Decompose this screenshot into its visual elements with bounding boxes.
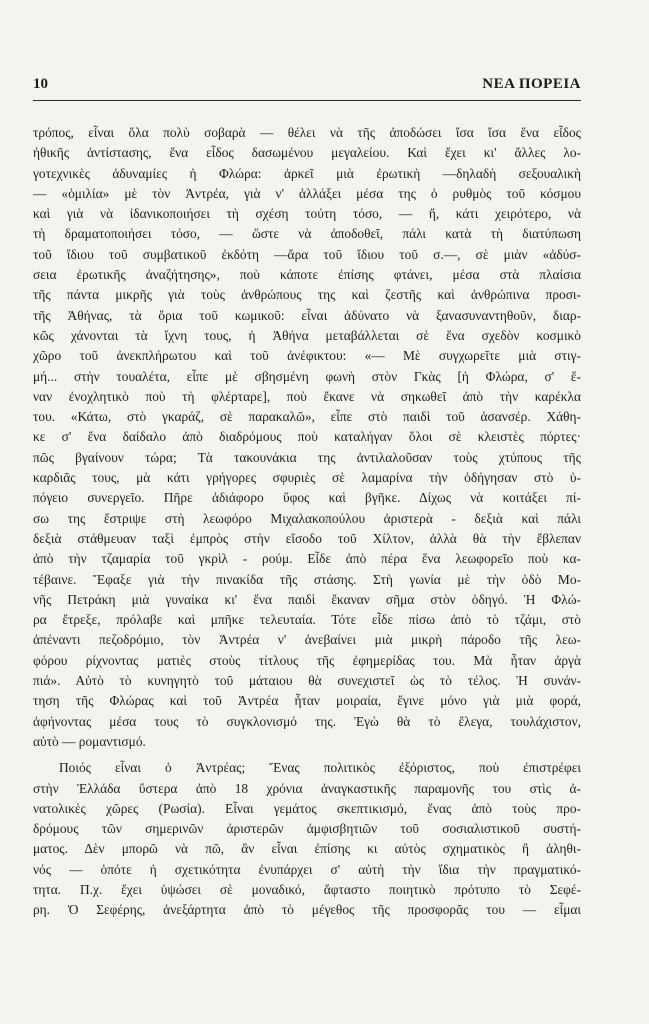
- text-line: ἀφήνοντας μέσα τους τὸ συγκλονισμό της. Ἐγὼ θὰ τὸ ἔλεγα, τουλάχιστον,: [33, 713, 581, 729]
- text-line: τρόπος, εἶναι ὅλα πολὺ σοβαρὰ — θέλει νὰ τῆς ἀποδώσει ἴσα ἴσα ἕνα εἶδος: [33, 125, 581, 140]
- text-line: του. «Κάτω, στὸ γκαράζ, σὲ παρακαλῶ», εἶπε στὸ παιδὶ τοῦ ἀσανσέρ. Χάθη-: [33, 409, 581, 425]
- text-line: πιά». Αὐτὸ τὸ κυνηγητὸ τοῦ μάταιου θὰ συνεχιστεῖ ὡς τὸ τέλος. Ἡ συνάν-: [33, 673, 581, 689]
- text-line: τοῦ ἴδιου τοῦ συμβατικοῦ ἐκδότη —ἄρα τοῦ ἴδιου τοῦ σ.—, σὲ μιὰν «ἀδύσ-: [33, 246, 581, 262]
- page-header: [33, 76, 581, 98]
- text-line: ματος. Δὲν μπορῶ νὰ πῶ, ἂν εἶναι ἐπίσης κι αὐτὸς σχηματικὸς ἢ ἀληθι-: [33, 841, 581, 857]
- text-line: κε σ' ἕνα δαίδαλο ἀπὸ διαδρόμους ποὺ καταλήγαν ὅλοι σὲ κλειστὲς πόρτες·: [33, 429, 581, 445]
- paragraph: [33, 123, 581, 752]
- page-number: 10: [33, 76, 48, 92]
- text-line: κῶς χάνονται τὰ ἴχνη τους, ἡ Ἀθήνα μεταβάλλεται σὲ ἕνα σχεδὸν κοσμικὸ: [33, 327, 581, 343]
- text-line: νῆς Πετράκη μιὰ γυναίκα κι' ἕνα παιδὶ ἔκαναν σῆμα στὸν ὁδηγό. Ἡ Φλώ-: [33, 591, 581, 607]
- text-line: ἀπέναντι πεζοδρόμιο, τὸν Ἀντρέα ν' ἀνεβαίνει μιὰ μικρὴ πάροδο τῆς λεω-: [33, 632, 581, 648]
- text-line: πόγειο συνεργεῖο. Πῆρε ἀδιάφορο ὕφος καὶ βγῆκε. Δίχως νὰ κοιτάξει πί-: [33, 490, 581, 506]
- text-line: ναν ἐνοχλητικὸ ποὺ τὴ φλέρταρε], ποὺ ἔκανε νὰ σηκωθεῖ ἀπὸ τὴν καρέκλα: [33, 388, 581, 404]
- text-line: τῆς Ἀθήνας, τὰ ὅρια τοῦ κωμικοῦ: εἶναι ἀδύνατο νὰ ξανασυναντηθοῦν, διαρ-: [33, 307, 581, 323]
- text-line: γοτεχνικὲς ἀδυναμίες ἡ Φλώρα: ἀρκεῖ μιὰ ἐρωτικὴ —δηλαδὴ σεξουαλικὴ: [33, 165, 581, 181]
- text-line: καὶ γιὰ νὰ ἰδανικοποιήσει τὴ σχέση τούτη τόσο, — ἤ, κάτι χειρότερο, νὰ: [33, 206, 581, 222]
- paragraph: [33, 758, 581, 920]
- text-line: ἀπὸ τὴν τζαμαρία τοῦ γκρὶλ - ρούμ. Εἶδε ἀπὸ πέρα ἕνα λεωφορεῖο ποὺ κα-: [33, 551, 581, 567]
- header-rule: [33, 100, 581, 101]
- text-line: τῆς πάντα μικρῆς γιὰ τοὺς ἀνθρώπους της καὶ ζεστῆς καὶ ἀνθρώπινα προσι-: [33, 287, 581, 303]
- text-line: ἠθικῆς ἀντίστασης, ἕνα εἶδος δασωμένου μεγαλείου. Καὶ ἔχει κι' ἄλλες λο-: [33, 145, 581, 161]
- text-line: νατολικὲς χῶρες (Ρωσία). Εἶναι γεμάτος σκεπτικισμό, ἕνας ἀπὸ τοὺς προ-: [33, 800, 581, 816]
- text-line: τὴ δραματοποιήσει τόσο, — ὥστε νὰ ἀποδοθεῖ, πάλι κατὰ τὴ διατύπωση: [33, 226, 581, 242]
- text-line: ρη. Ὁ Σεφέρης, ἀνεξάρτητα ἀπὸ τὸ μέγεθος τῆς προσφορᾶς του — εἶμαι: [33, 902, 581, 918]
- text-line: χῶρο τοῦ ἀνεκπλήρωτου καὶ τοῦ ἀνέφικτου: «— Μὲ συγχωρεῖτε μιὰ στιγ-: [33, 348, 581, 364]
- article-body: [33, 123, 581, 921]
- text-line: νός — ὁπότε ἡ σχετικότητα ἐνυπάρχει σ' αὐτὴ τὴν ἴδια τὴν πραγματικό-: [33, 861, 581, 877]
- text-line: τέβαινε. Ἔφαξε γιὰ τὴν πινακίδα τῆς στάσης. Στὴ γωνία μὲ τὴν ὁδὸ Μο-: [33, 571, 581, 587]
- text-line: Ποιός εἶναι ὁ Ἀντρέας; Ἕνας πολιτικὸς ἐξόριστος, ποὺ ἐπιστρέφει: [59, 760, 581, 776]
- text-line: δεξιὰ στάθμευαν ταξὶ ἐμπρὸς στὴν εἴσοδο τοῦ Χίλτον, ἀλλὰ θὰ τὴν ἔβλεπαν: [33, 530, 581, 546]
- journal-title: ΝΕΑ ΠΟΡΕΙΑ: [482, 76, 581, 92]
- text-line: τηση τῆς Φλώρας καὶ τοῦ Ἀντρέα ἦταν μοιραία, ἔγινε μόνο γιὰ μιὰ φορά,: [33, 693, 581, 709]
- text-line: μή... στὴν τουαλέτα, εἶπε μὲ σβησμένη φωνὴ στὸν Γκὰς [ἡ Φλώρα, σ' ἕ-: [33, 368, 581, 384]
- text-line: δρόμους τῶν σημερινῶν ἀριστερῶν ἀμφισβητιῶν τοῦ σοσιαλιστικοῦ συστή-: [33, 821, 581, 837]
- text-line: σεια ἐρωτικῆς ἀναζήτησης», ποὺ κάποτε ἐπίσης φτάνει, μέσα στὰ πλαίσια: [33, 267, 581, 283]
- text-line: φόρου ρίχνοντας ματιὲς στοὺς τίτλους τῆς ἐφημερίδας του. Μὰ ἦταν ἀργὰ: [33, 652, 581, 668]
- text-line: καρδιᾶς τους, μὰ κάτι γρήγορες σφυριὲς σὲ λαμαρίνα τὴν ὁδήγησαν στὸ ὑ-: [33, 470, 581, 486]
- text-line: ρα ἔτρεξε, πρόλαβε καὶ μπῆκε τελευταία. Τότε εἶδε πίσω ἀπὸ τὸ τζάμι, στὸ: [33, 612, 581, 628]
- text-line: — «ὁμιλία» μὲ τὸν Ἀντρέα, γιὰ ν' ἀλλάξει μέσα της ὁ ρυθμὸς τοῦ κόσμου: [33, 185, 581, 201]
- text-line: σω της ἔστριψε στὴ λεωφόρο Μιχαλακοπούλου ἀριστερὰ - δεξιὰ καὶ πάλι: [33, 510, 581, 526]
- text-line: αὐτὸ — ρομαντισμό.: [33, 733, 146, 749]
- text-line: πῶς βγαίνουν τώρα; Τὰ τακουνάκια της ἀντιλαλοῦσαν τοὺς χτύπους τῆς: [33, 449, 581, 465]
- text-line: στὴν Ἑλλάδα ὕστερα ἀπὸ 18 χρόνια ἀναγκαστικῆς παραμονῆς του στὶς ἀ-: [33, 780, 581, 796]
- text-line: τητα. Π.χ. ἔχει ὑψώσει σὲ μοναδικό, ἄφταστο ποιητικὸ πρότυπο τὸ Σεφέ-: [33, 881, 581, 897]
